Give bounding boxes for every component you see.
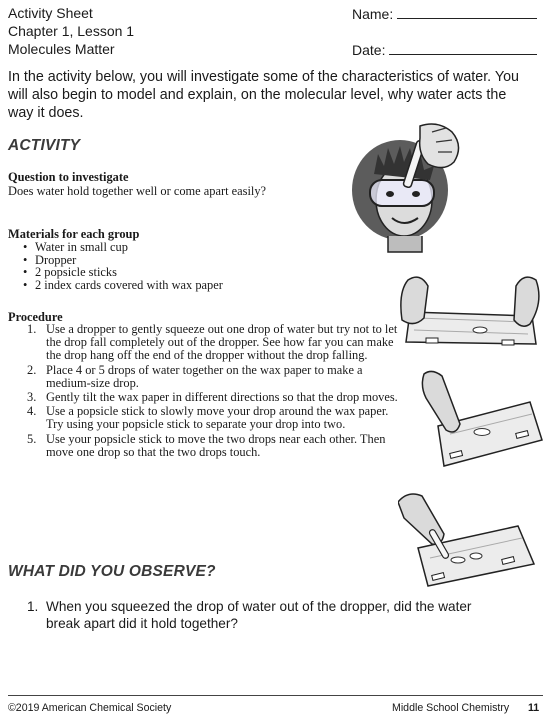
name-line[interactable] [397,4,537,19]
procedure-list [8,323,398,460]
step-text: Place 4 or 5 drops of water together on the wax paper to make a medium-size drop. [46,362,363,390]
date-field[interactable] [352,40,540,59]
date-line[interactable] [389,40,537,55]
materials-list [8,241,223,291]
step-number: 1. [27,322,37,336]
name-label: Name: [352,6,394,22]
sheet-header [8,4,134,58]
header-line-lesson-title: Molecules Matter [8,41,115,57]
materials-item: • 2 index cards covered with wax paper [35,279,223,292]
step-number: 4. [27,404,37,419]
tilting-wax-paper-illustration [420,368,544,468]
name-field[interactable] [352,4,540,23]
popsicle-stick-drops-illustration [398,488,544,588]
step-text: Use a popsicle stick to slowly move your drop around the wax paper. Try using your popsicle stick to separate your drop into two. [46,404,389,432]
page-number: 11 [528,702,540,714]
footer-copyright: ©2019 American Chemical Society [8,702,172,714]
step-text: Use your popsicle stick to move the two drops near each other. Then move one drop so that the two drops touch. [46,431,386,459]
step-text: Gently tilt the wax paper in different directions so that the drop moves. [46,390,398,405]
observe-question-number: 1. [27,599,39,614]
procedure-heading: Procedure [8,310,63,324]
observe-heading: WHAT DID YOU OBSERVE? [8,563,216,580]
step-text: Use a dropper to gently squeeze out one drop of water but try not to let the drop fall completely out of the dropper. See how far you can make the drop hang off the end of the dropper without the drop falling. [46,322,398,363]
intro-paragraph: In the activity below, you will investigate some of the characteristics of water. You will also begin to model and explain, on the molecular level, why water acts the way it does. [8,69,519,121]
hands-holding-wax-paper-illustration [398,272,544,358]
step-number: 5. [27,431,37,446]
header-line-activity-sheet: Activity Sheet [8,5,93,21]
procedure-step [8,323,398,363]
header-line-chapter: Chapter 1, Lesson 1 [8,23,135,39]
question-heading: Question to investigate [8,170,129,184]
footer-rule [8,695,543,696]
procedure-step [8,391,398,404]
question-text: Does water hold together well or come apart easily? [8,184,267,198]
procedure-step [8,364,398,390]
materials-item: • Dropper [35,254,223,267]
materials-heading: Materials for each group [8,227,140,241]
footer-book-title: Middle School Chemistry [392,702,510,714]
observe-question-text: When you squeezed the drop of water out of the dropper, did the water break apart did it hold together? [46,599,472,631]
step-number: 3. [27,390,37,405]
materials-item: • 2 popsicle sticks [35,266,223,279]
activity-heading: ACTIVITY [8,137,81,154]
materials-item: • Water in small cup [35,241,223,254]
scientist-dropper-illustration [348,118,470,254]
step-number: 2. [27,362,37,377]
date-label: Date: [352,42,386,58]
procedure-step [8,433,398,459]
procedure-step [8,405,398,431]
